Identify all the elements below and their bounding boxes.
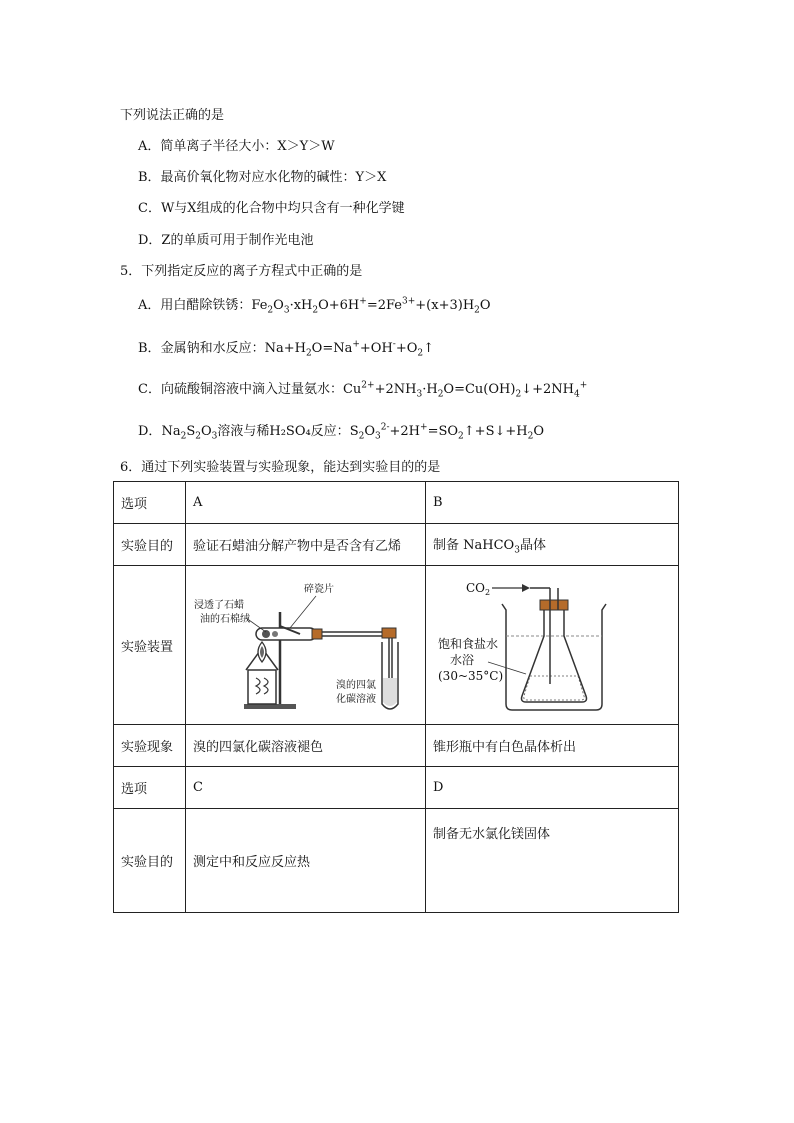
cell-b-apparatus	[426, 566, 679, 725]
cell-d-purpose: 制备无水氯化镁固体	[426, 809, 679, 913]
label-temp-range: (30~35°C)	[438, 669, 504, 683]
experiment-table	[113, 481, 679, 913]
cell-apparatus-header: 实验装置	[114, 566, 186, 725]
cell-option-header-2: 选项	[114, 767, 186, 809]
cell-purpose-header-2: 实验目的	[114, 809, 186, 913]
table-row-apparatus	[114, 566, 679, 725]
cell-b-label: B	[426, 482, 679, 524]
cell-b-purpose-sub: 3	[514, 545, 520, 556]
q5-option-a	[138, 294, 491, 316]
q5-option-d-label: D．	[138, 424, 162, 439]
cell-phenomenon-header: 实验现象	[114, 725, 186, 767]
prev-option-a: A．简单离子半径大小：X＞Y＞W	[138, 139, 335, 154]
table-row-option-ab	[114, 482, 679, 524]
label-asbestos-wool: 油的石棉绒	[200, 614, 251, 625]
q5-option-d	[138, 420, 544, 442]
label-brine: 饱和食盐水	[438, 637, 499, 651]
q5-option-a-label: A．	[138, 298, 161, 313]
q5-option-c	[138, 378, 587, 400]
label-bromine-ccl4-2: 化碳溶液	[336, 694, 377, 705]
q5-option-c-text: 向硫酸铜溶液中滴入过量氨水：	[160, 382, 343, 397]
label-bromine-ccl4: 溴的四氯	[336, 680, 377, 691]
cell-c-label: C	[186, 767, 426, 809]
cell-c-purpose: 测定中和反应反应热	[186, 809, 426, 913]
cell-d-label: D	[426, 767, 679, 809]
label-co2: $CO_2$	[466, 581, 491, 597]
cell-a-label: A	[186, 482, 426, 524]
q5-option-b-text: 金属钠和水反应：	[160, 341, 265, 356]
q5-option-a-equation: $Fe_2O_3\cdot xH_2O+6H^+=2Fe^{3+}+(x+3)H_2O$	[251, 296, 491, 316]
q5-option-d-equation: $S_2O_3^{2-}+2H^+=SO_2↑+S↓+H_2O$	[349, 422, 545, 442]
label-water-bath: 水浴	[450, 653, 475, 667]
q5-option-c-equation: $Cu^{2+}+2NH_3\cdot H_2O=Cu(OH)_2↓+2NH_4^+$	[342, 380, 588, 400]
q5-option-d-text: 溶液与稀H₂SO₄反应：	[217, 424, 350, 439]
q5-option-a-text: 用白醋除铁锈：	[160, 298, 252, 313]
prev-option-c: C．W与X组成的化合物中均只含有一种化学键	[138, 201, 405, 216]
prev-question-stem: 下列说法正确的是	[120, 108, 225, 123]
cell-b-phenomenon: 锥形瓶中有白色晶体析出	[426, 725, 679, 767]
q5-option-b-label: B．	[138, 341, 161, 356]
cell-b-purpose	[426, 524, 679, 566]
q5-option-b	[138, 337, 434, 359]
cell-purpose-header: 实验目的	[114, 524, 186, 566]
label-paraffin-soaked: 浸透了石蜡	[194, 600, 245, 611]
cell-a-apparatus	[186, 566, 426, 725]
cell-a-purpose: 验证石蜡油分解产物中是否含有乙烯	[186, 524, 426, 566]
label-broken-porcelain: 碎瓷片	[304, 584, 335, 595]
table-row-purpose-cd	[114, 809, 679, 913]
table-row-phenomenon	[114, 725, 679, 767]
prev-option-d: D．Z的单质可用于制作光电池	[138, 233, 314, 248]
cell-b-purpose-text: 制备 NaHCO	[433, 537, 515, 553]
q5-stem: 5．下列指定反应的离子方程式中正确的是	[120, 264, 363, 279]
cell-option-header: 选项	[114, 482, 186, 524]
q6-stem: 6．通过下列实验装置与实验现象，能达到实验目的的是	[120, 460, 441, 475]
q5-option-d-reagent: $Na_2S_2O_3$	[161, 424, 218, 442]
cracking-apparatus-diagram	[186, 566, 424, 720]
q5-option-b-equation: $Na+H_2O=Na^++OH^-+O_2↑$	[264, 339, 435, 359]
q5-option-c-label: C．	[138, 382, 161, 397]
prev-option-b: B．最高价氧化物对应水化物的碱性：Y＞X	[138, 170, 387, 185]
cell-b-purpose-tail: 晶体	[519, 537, 546, 553]
nahco3-apparatus-diagram	[426, 566, 678, 720]
table-row-purpose-ab	[114, 524, 679, 566]
table-row-option-cd	[114, 767, 679, 809]
cell-a-phenomenon: 溴的四氯化碳溶液褪色	[186, 725, 426, 767]
